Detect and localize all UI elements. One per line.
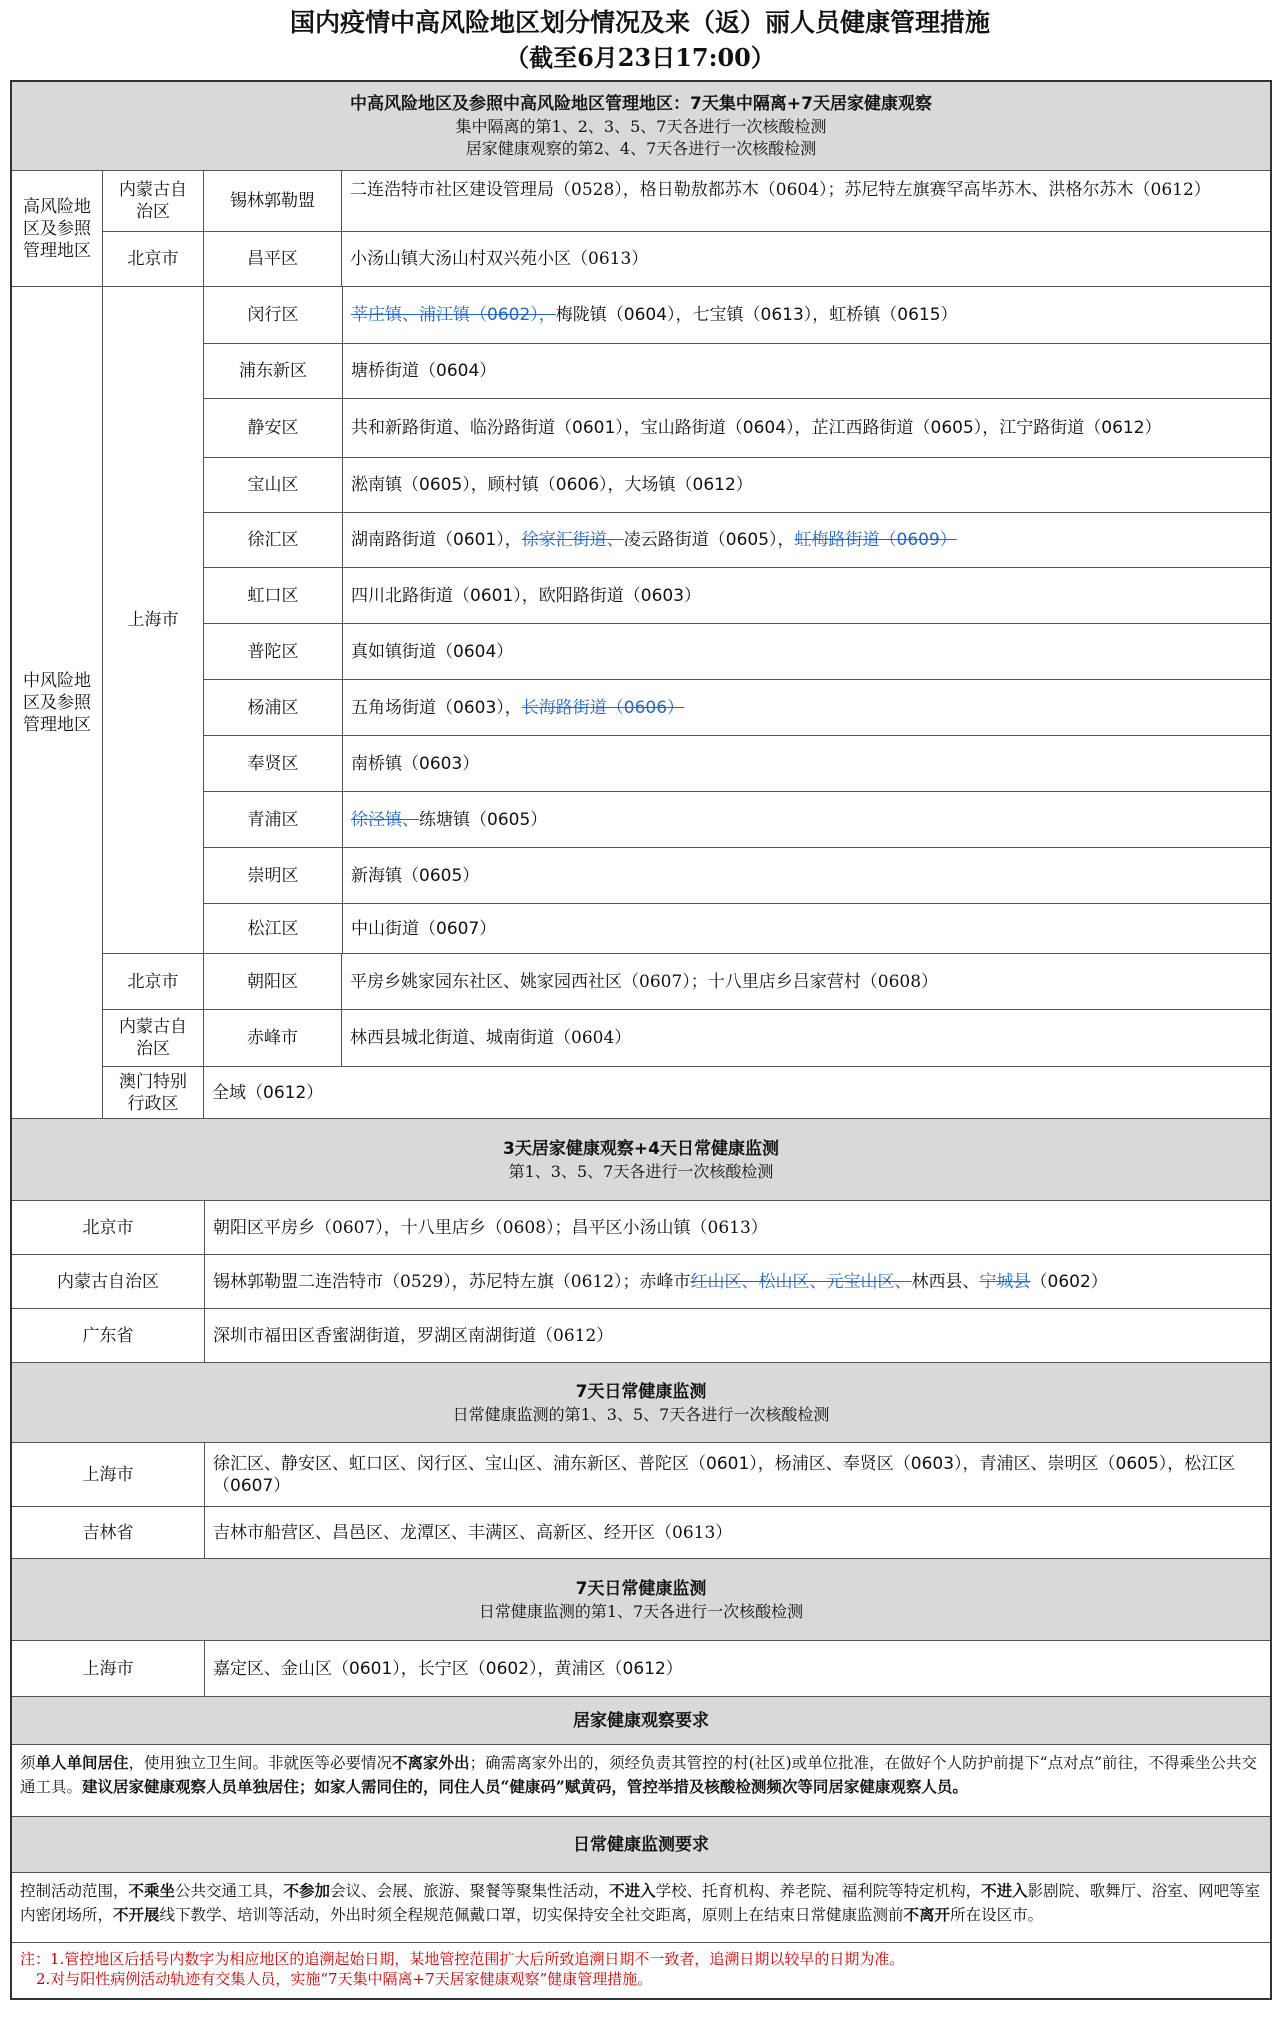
area-detail: 船营区、昌邑区、龙潭区、丰满区、高新区、经开区（0613）: [264, 1522, 733, 1543]
section1-line2: 居家健康观察的第2、4、7天各进行一次核酸检测: [465, 139, 817, 158]
area-text: 南桥镇（0603）: [351, 753, 480, 774]
section4-row: [12, 1640, 1270, 1696]
text-bold: 不乘坐: [128, 1881, 176, 1900]
text-run: 公共交通工具，: [175, 1882, 284, 1900]
section6-heading: 日常健康监测要求: [573, 1834, 709, 1855]
section4-heading: 7天日常健康监测: [575, 1578, 707, 1599]
section2-row: [12, 1308, 1270, 1362]
area-text: 湖南路街道（0601），: [351, 530, 522, 550]
area-cell: [341, 954, 1270, 1009]
area-cell: [342, 568, 1270, 623]
section4-header: [12, 1558, 1270, 1640]
text-bold: 不进入: [981, 1881, 1028, 1900]
area-bold: 昌平区: [571, 1217, 623, 1238]
area-bold: 锡林郭勒盟: [213, 1271, 298, 1292]
area-detail: 二连浩特市（0529），苏尼特左旗（0612）；: [298, 1271, 640, 1292]
section5-header: [12, 1696, 1270, 1744]
area-bold: 十八里店乡: [707, 971, 793, 992]
area-bold: 赤峰市: [639, 1271, 691, 1292]
area-bold: 朝阳区: [213, 1217, 264, 1238]
city-cell: 杨浦区: [247, 697, 299, 718]
area-detail: 大汤山村双兴苑小区（0613）: [418, 248, 649, 269]
section2-row: [12, 1254, 1270, 1308]
text-bold: 单人单间居住: [35, 1753, 129, 1772]
section2-heading: 3天居家健康观察+4天日常健康监测: [503, 1138, 779, 1159]
area-detail: 赛罕高毕苏木、洪格尔苏木（0612）: [929, 180, 1211, 200]
note-2: 2.对与阳性病例活动轨迹有交集人员，实施“7天集中隔离+7天居家健康观察”健康管理措施。: [36, 1970, 653, 1988]
area-cell: [342, 736, 1270, 791]
area-detail: 林西县、: [911, 1271, 980, 1292]
area-cell: [341, 232, 1270, 286]
area-bold: 平房乡: [350, 971, 401, 992]
area-detail: （0602）: [1030, 1271, 1108, 1292]
area-cell: [204, 1309, 1270, 1362]
section3-line1: 日常健康监测的第1、3、5、7天各进行一次核酸检测: [452, 1404, 830, 1424]
area-cell: [342, 904, 1270, 953]
area-struck: 徐泾镇、: [351, 809, 419, 830]
area-cell: [342, 344, 1270, 398]
text-run: 所在设区市。: [950, 1906, 1044, 1924]
region-cell: 内蒙古自治区: [119, 179, 187, 222]
region-cell: 广东省: [82, 1325, 134, 1346]
section2-header: [12, 1118, 1270, 1200]
area-text: 梅陇镇（0604），七宝镇（0613），虹桥镇（0615）: [555, 305, 958, 325]
area-detail: 城北街道、城南街道（0604）: [401, 1028, 632, 1048]
mid-risk-block: [12, 286, 1270, 1118]
city-cell: 虹口区: [247, 585, 299, 606]
area-struck: 莘庄镇、浦江镇（0602），: [351, 305, 556, 325]
area-cell: [204, 1507, 1270, 1558]
city-cell: 奉贤区: [247, 753, 299, 774]
area-detail: 社区建设管理局（0528），格日勒敖都苏木（0604）；: [435, 180, 845, 200]
text-run: ，使用独立卫生间。非就医等必要情况: [128, 1754, 393, 1772]
text-bold: 不开展: [113, 1905, 160, 1924]
city-cell: 普陀区: [247, 641, 299, 662]
area-bold: 林西县: [350, 1028, 401, 1048]
section2-row: [12, 1200, 1270, 1254]
city-cell: 静安区: [247, 418, 299, 438]
area-struck: 长海路街道（0606）: [521, 697, 685, 718]
text-run: 须: [20, 1754, 36, 1772]
city-cell: 松江区: [247, 918, 299, 939]
region-cell: 北京市: [82, 1217, 134, 1238]
text-bold: 不进入: [609, 1881, 656, 1900]
home-observation-text: [12, 1745, 1270, 1816]
area-struck: 红山区、松山区、元宝山区、: [690, 1271, 912, 1292]
area-cell: [342, 848, 1270, 903]
section3-header: [12, 1362, 1270, 1442]
risk-table: [10, 80, 1272, 2000]
city-cell: 青浦区: [247, 809, 299, 830]
area-bold: 苏尼特左旗: [844, 180, 930, 200]
region-cell: 上海市: [82, 1464, 134, 1485]
high-risk-block: [12, 170, 1270, 286]
text-run: 线下教学、培训等活动，外出时须全程规范佩戴口罩，切实保持安全社交距离，原则上在结束日常健康监测前: [159, 1906, 904, 1924]
page-title: 国内疫情中高风险地区划分情况及来（返）丽人员健康管理措施: [289, 8, 990, 37]
area-cell: [342, 680, 1270, 735]
region-cell: 内蒙古自治区: [119, 1017, 187, 1059]
section5-body: [12, 1744, 1270, 1816]
section3-heading: 7天日常健康监测: [575, 1381, 707, 1402]
section1-heading: 中高风险地区及参照中高风险地区管理地区：7天集中隔离+7天居家健康观察: [350, 94, 932, 114]
text-run: 影剧院、歌舞厅、浴室、网吧等室内密闭场所，: [20, 1882, 1261, 1924]
high-risk-label: 高风险地区及参照管理地区: [23, 196, 91, 261]
notes-row: [12, 1942, 1270, 1998]
section1-line1: 集中隔离的第1、2、3、5、7天各进行一次核酸检测: [455, 117, 827, 136]
city-cell: 锡林郭勒盟: [203, 171, 341, 231]
section6-header: [12, 1816, 1270, 1872]
text-run: 会议、会展、旅游、聚餐等聚集性活动，: [330, 1882, 610, 1900]
area-detail: 福田区香蜜湖街道，罗湖区南湖街道（0612）: [264, 1325, 614, 1346]
area-bold: 二连浩特市: [350, 180, 435, 200]
area-cell: 徐汇区、静安区、虹口区、闵行区、宝山区、浦东新区、普陀区（0601），杨浦区、奉贤区（0603），青浦区、崇明区（0605），松江区（0607）: [204, 1443, 1270, 1506]
area-cell: [204, 1201, 1270, 1254]
section1-header: [12, 82, 1270, 170]
city-cell: 宝山区: [247, 475, 299, 495]
area-detail: 平房乡（0607），十八里店乡（0608）；: [264, 1217, 572, 1238]
area-struck: 宁城县: [979, 1271, 1031, 1292]
area-text: 共和新路街道、临汾路街道（0601），宝山路街道（0604），芷江西路街道（0605），江宁路街道（0612）: [351, 418, 1162, 438]
text-bold: 不离家外出: [392, 1753, 470, 1772]
city-cell: 赤峰市: [203, 1010, 341, 1066]
city-cell: 朝阳区: [203, 954, 341, 1009]
area-bold: 小汤山镇: [350, 248, 418, 269]
area-cell: [342, 513, 1270, 567]
area-cell: 嘉定区、金山区（0601），长宁区（0602），黄浦区（0612）: [204, 1641, 1270, 1696]
mid-risk-label: 中风险地区及参照管理地区: [23, 670, 91, 735]
section3-row: [12, 1506, 1270, 1558]
page-subtitle: （截至6月23日17:00）: [505, 43, 775, 72]
region-cell: 上海市: [82, 1658, 134, 1679]
region-cell: 北京市: [127, 248, 179, 269]
city-cell: 浦东新区: [239, 361, 307, 381]
text-run: 学校、托育机构、养老院、福利院等特定机构，: [655, 1882, 982, 1900]
region-cell: 北京市: [127, 971, 179, 992]
area-cell: [341, 171, 1270, 231]
area-struck: 徐家汇街道、: [521, 530, 624, 550]
area-cell: [342, 458, 1270, 512]
area-text: 凌云路街道（0605），: [623, 530, 795, 550]
area-text: 四川北路街道（0601），欧阳路街道（0603）: [351, 585, 702, 606]
section6-body: [12, 1872, 1270, 1942]
region-cell: 澳门特别行政区: [119, 1071, 187, 1114]
area-text: 新海镇（0605）: [351, 865, 480, 886]
area-bold: 深圳市: [213, 1325, 264, 1346]
area-cell: [204, 1255, 1270, 1308]
area-cell: [342, 287, 1270, 343]
area-text: 练塘镇（0605）: [419, 809, 548, 830]
area-cell: 全域（0612）: [203, 1067, 1270, 1118]
section5-heading: 居家健康观察要求: [573, 1710, 709, 1731]
city-cell: 徐汇区: [247, 530, 299, 550]
notes: [12, 1943, 912, 1998]
area-cell: [342, 399, 1270, 457]
area-cell: [341, 1010, 1270, 1066]
area-text: 塘桥街道（0604）: [351, 361, 497, 381]
area-detail: 姚家园东社区、姚家园西社区（0607）；: [401, 971, 708, 992]
text-bold: 不离开: [903, 1905, 951, 1924]
region-cell: 内蒙古自治区: [57, 1271, 159, 1292]
daily-monitoring-text: [12, 1873, 1270, 1942]
section3-row: [12, 1442, 1270, 1506]
area-detail: 吕家营村（0608）: [792, 971, 939, 992]
text-bold: 建议居家健康观察人员单独居住；如家人需同住的，同住人员“健康码”赋黄码，管控举措及核酸检测频次等同居家健康观察人员。: [82, 1777, 968, 1796]
region-cell: 上海市: [127, 610, 179, 630]
region-cell: 吉林省: [82, 1522, 134, 1543]
text-bold: 不参加: [283, 1881, 331, 1900]
area-cell: [342, 624, 1270, 679]
text-run: ；确需离家外出的，须经负责其管控的村(社区)或单位批准，在做好个人防护前提下“点对点”前往，不得乘坐公共交通工具。: [20, 1754, 1258, 1796]
text-run: 控制活动范围，: [20, 1882, 129, 1900]
area-text: 五角场街道（0603），: [351, 697, 522, 718]
area-cell: [342, 792, 1270, 847]
area-text: 真如镇街道（0604）: [351, 641, 514, 662]
area-struck: 虹梅路街道（0609）: [794, 530, 957, 550]
area-detail: 小汤山镇（0613）: [622, 1217, 768, 1238]
city-cell: 崇明区: [247, 865, 299, 886]
section4-line1: 日常健康监测的第1、7天各进行一次核酸检测: [478, 1601, 804, 1621]
area-bold: 吉林市: [213, 1522, 264, 1543]
section2-line1: 第1、3、5、7天各进行一次核酸检测: [508, 1161, 774, 1181]
area-text: 淞南镇（0605），顾村镇（0606），大场镇（0612）: [351, 475, 753, 495]
note-1: 注：1.管控地区后括号内数字为相应地区的追溯起始日期，某地管控范围扩大后所致追溯日期不一致者，追溯日期以较早的日期为准。: [20, 1950, 905, 1968]
city-cell: 闵行区: [247, 305, 299, 325]
city-cell: 昌平区: [203, 232, 341, 286]
area-text: 中山街道（0607）: [351, 918, 497, 939]
shanghai-districts: [203, 287, 1270, 953]
